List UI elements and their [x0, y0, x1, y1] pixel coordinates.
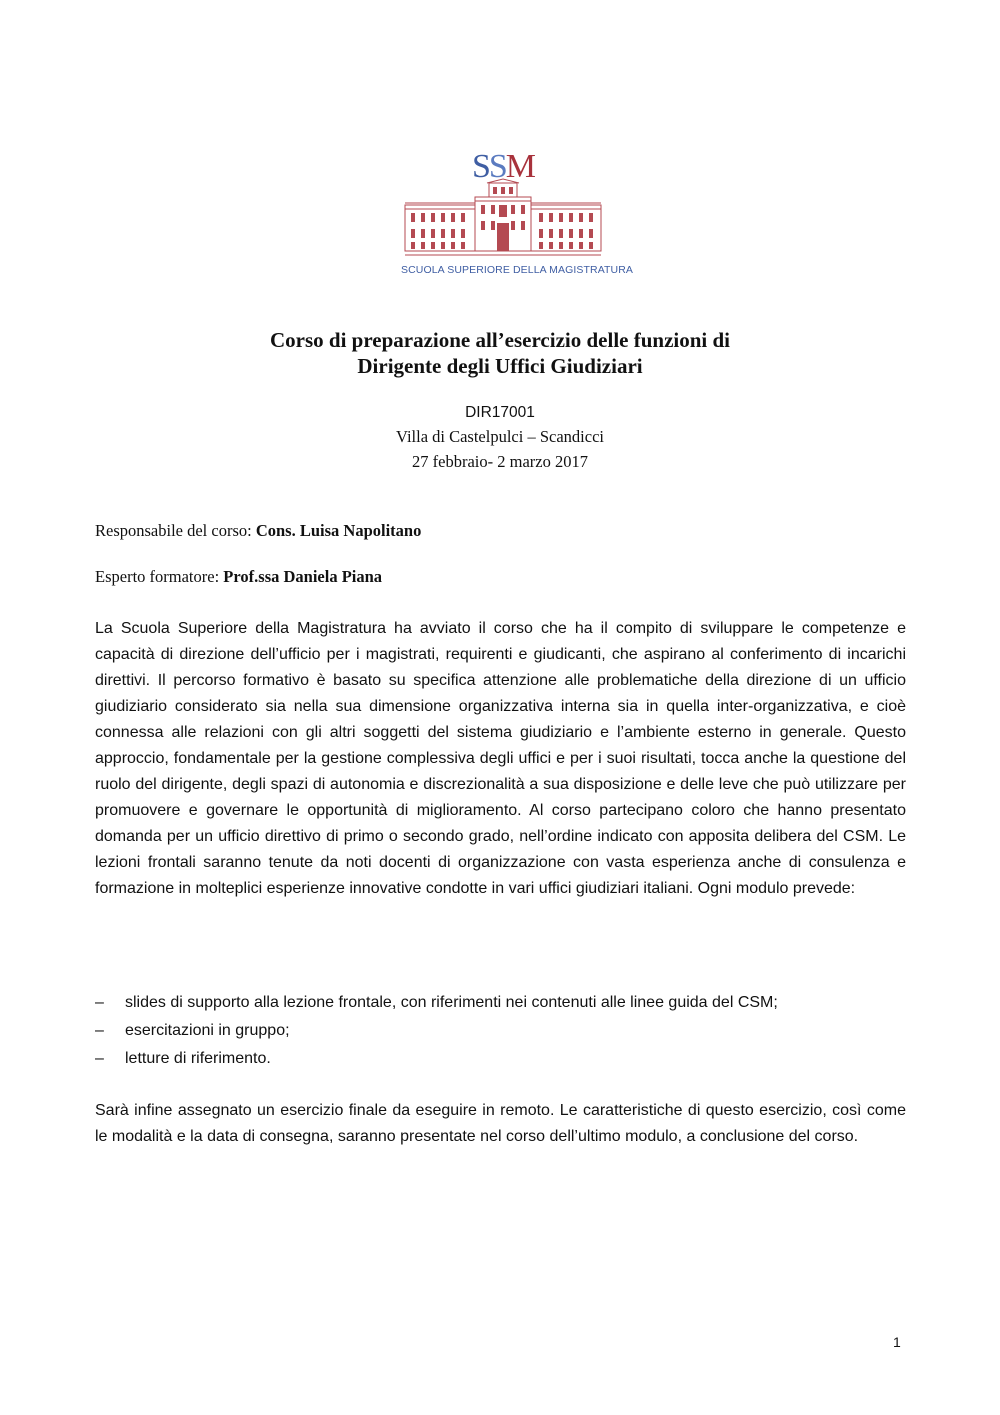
expert-name: Prof.ssa Daniela Piana	[223, 567, 383, 586]
course-dates: 27 febbraio- 2 marzo 2017	[412, 452, 588, 471]
responsible-name: Cons. Luisa Napolitano	[255, 521, 422, 540]
course-code: DIR17001	[465, 404, 535, 421]
expert-label: Esperto formatore:	[95, 567, 220, 586]
dash-bullet-icon: –	[95, 994, 104, 1011]
logo-acronym-s1: S	[471, 148, 489, 185]
logo-acronym-m: M	[505, 148, 535, 185]
list-item-text: slides di supporto alla lezione frontale, con riferimenti nei contenuti alle linee guida del CSM;	[125, 994, 778, 1011]
intro-paragraph: La Scuola Superiore della Magistratura ha avviato il corso che ha il compito di sviluppare le competenze e capacità di direzione dell’ufficio per i magistrati, requirenti e giudicanti, che aspirano al conferimento di incarichi direttivi. Il percorso formativo è basato su specifica attenzione alle problematiche della direzione di un ufficio giudiziario considerato sia nella sua dimensione organizzativa interna sia in quella inter-organizzativa, e cioè connessa alle relazioni con gli altri soggetti del sistema giudiziario e l’ambiente esterno in generale. Questo approccio, fondamentale per la gestione complessiva degli uffici e per i suoi risultati, tocca anche la questione del ruolo del dirigente, degli spazi di autonomia e discrezionalità a sua disposizione e delle leve che può utilizzare per promuovere e governare le opportunità di miglioramento. Al corso partecipano coloro che hanno presentato domanda per un ufficio direttivo di primo o secondo grado, nell’ordine indicato con apposita delibera del CSM. Le lezioni frontali saranno tenute da noti docenti di organizzazione con vasta esperienza anche di consulenza e formazione in molteplici esperienze innovative condotte in vari uffici giudiziari italiani. Ogni modulo prevede:	[95, 620, 906, 897]
dash-bullet-icon: –	[95, 1050, 104, 1067]
module-contents-list	[95, 989, 778, 1073]
villa-building-icon	[401, 143, 605, 261]
title-line-2: Dirigente degli Uffici Giudiziari	[357, 354, 643, 378]
list-item	[95, 1017, 778, 1045]
list-item	[95, 1045, 778, 1073]
list-item	[95, 989, 778, 1017]
title-line-1: Corso di preparazione all’esercizio delle funzioni di	[269, 328, 731, 352]
dash-bullet-icon: –	[95, 1022, 104, 1039]
document-title	[0, 327, 1000, 379]
expert-line	[95, 567, 382, 587]
ssm-logo	[401, 143, 634, 281]
page-number: 1	[893, 1334, 901, 1350]
list-item-text: esercitazioni in gruppo;	[125, 1022, 290, 1039]
course-venue: Villa di Castelpulci – Scandicci	[396, 427, 604, 446]
closing-paragraph: Sarà infine assegnato un esercizio finale da eseguire in remoto. Le caratteristiche di questo esercizio, così come le modalità e la data di consegna, saranno presentate nel corso dell’ultimo modulo, a conclusione del corso.	[95, 1102, 906, 1145]
responsible-line	[95, 521, 421, 541]
logo-acronym-s2: S	[488, 148, 506, 185]
responsible-label: Responsabile del corso:	[95, 521, 252, 540]
logo-caption: SCUOLA SUPERIORE DELLA MAGISTRATURA	[401, 264, 634, 276]
list-item-text: letture di riferimento.	[125, 1050, 271, 1067]
